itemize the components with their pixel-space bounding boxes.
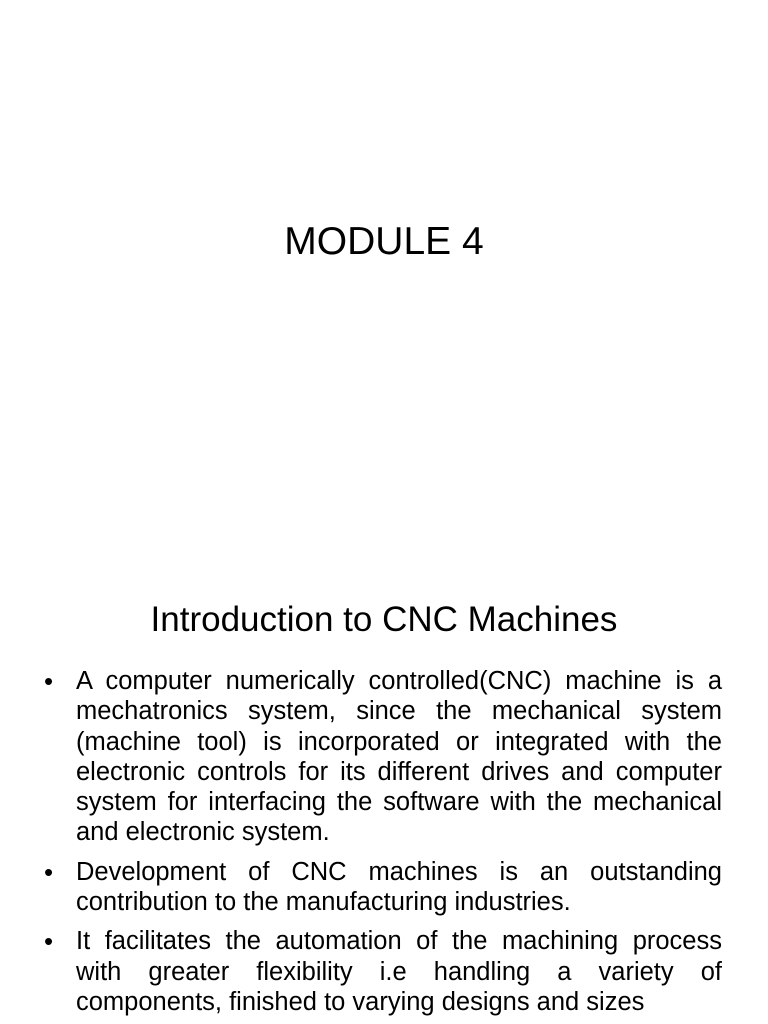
bullet-item xyxy=(40,857,722,918)
bullet-text: A computer numerically controlled(CNC) machine is a mechatronics system, since the mechanical system (machine tool) is incorporated or integrated with the electronic controls for its different drives and computer system for interfacing the software with the mechanical and electronic system. xyxy=(76,667,722,847)
bullet-icon: • xyxy=(44,926,54,957)
bullet-icon: • xyxy=(44,666,54,696)
slide-introduction xyxy=(0,576,768,1024)
bullet-item xyxy=(40,666,722,848)
bullet-text: It facilitates the automation of the machining process with greater flexibility i.e handling a variety of components, finished to varying designs and sizes xyxy=(76,927,722,1016)
slide-title: Introduction to CNC Machines xyxy=(150,600,618,639)
module-title: MODULE 4 xyxy=(284,220,484,263)
bullet-text: Development of CNC machines is an outstanding contribution to the manufacturing industries. xyxy=(76,857,722,917)
bullet-icon: • xyxy=(44,856,54,887)
bullet-item xyxy=(40,926,722,1017)
bullet-list xyxy=(40,666,722,1024)
